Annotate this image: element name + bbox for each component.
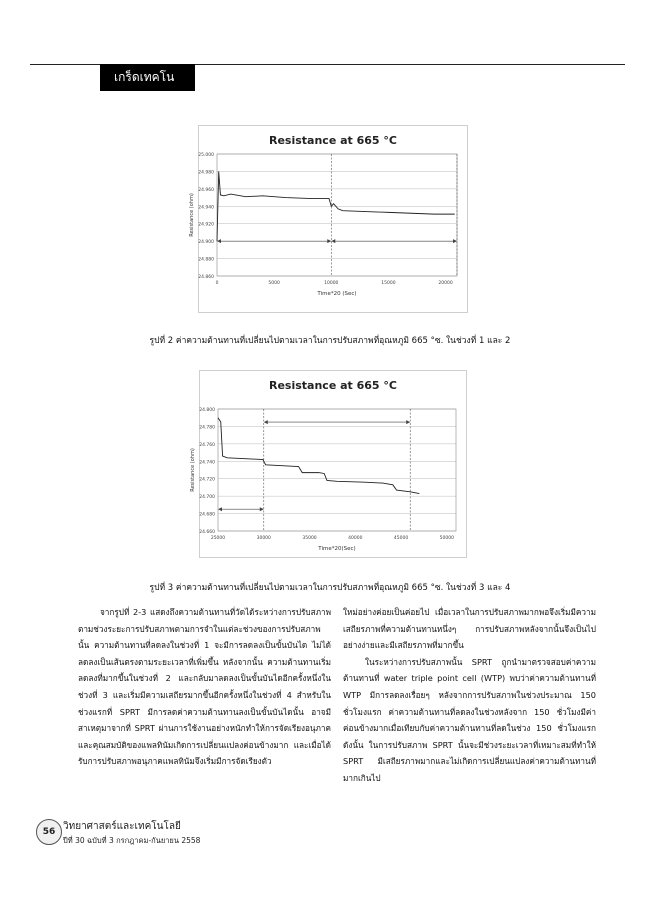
x-axis-label: Time*20(Sec): [318, 546, 356, 552]
y-tick-label: 24.740: [199, 460, 215, 466]
x-tick-label: 25000: [210, 536, 226, 541]
figure-2-chart: [189, 125, 468, 313]
y-tick-label: 24.660: [199, 530, 215, 535]
x-tick-label: 45000: [393, 536, 409, 541]
y-tick-label: 24.780: [199, 425, 215, 431]
section-tab: เกร็ดเทคโน: [100, 64, 195, 91]
series-line: [218, 418, 419, 494]
y-axis-label: Resistance (ohm): [189, 193, 195, 237]
x-tick-label: 35000: [302, 536, 317, 541]
figure-2-caption: รูปที่ 2 ค่าความต้านทานที่เปลี่ยนไปตามเวลาในการปรับสภาพที่อุณหภูมิ 665 °ซ. ในช่วงที่ 1 และ 2: [149, 336, 511, 346]
body-right-column: [343, 604, 596, 787]
arrow-head: [218, 507, 222, 511]
page-number: 56: [36, 819, 62, 845]
journal-issue: ปีที่ 30 ฉบับที่ 3 กรกฎาคม-กันยายน 2558: [63, 836, 201, 845]
y-tick-label: 24.720: [199, 477, 215, 483]
y-tick-label: 24.700: [199, 495, 215, 501]
paragraph: จากรูปที่ 2-3 แสดงถึงความต้านทานที่วัดได้ระหว่างการปรับสภาพตามช่วงระยะการปรับสภาพตามการจำในแต่ละช่วงของการปรับสภาพนั้น ความต้านทานที่ลดลงในช่วงที่ 1 จะมีการลดลงเป็นขั้นบันได ไม่ได้ลดลงเป็นเส้นตรงตามระยะเวลาที่เพิ่มขึ้น หลังจากนั้น ความต้านทานเริ่มลดลงที่มากขึ้นในช่วงที่ 2 และกลับมาลดลงเป็นขั้นบันไดอีกครั้งหนึ่งในช่วงที่ 3 และเริ่มมีความเสถียรมากขึ้นอีกครั้งหนึ่งในช่วงที่ 4 สำหรับในช่วงแรกที่ SPRT มีการลดค่าความต้านทานลงเป็นขั้นบันไดนั้น อาจมีสาเหตุมาจากที่ SPRT ผ่านการใช้งานอย่างหนักทำให้การจัดเรียงอนุภาคและคุณสมบัติของแพลทินัมเกิดการเปลี่ยนแปลงค่อนข้างมาก และเมื่อได้รับการปรับสภาพอนุภาคแพลทินัมจึงเริ่มมีการจัดเรียงตัว: [78, 607, 331, 767]
y-tick-label: 24.880: [198, 257, 214, 263]
y-tick-label: 24.960: [198, 187, 214, 193]
y-tick-label: 25.000: [198, 153, 214, 158]
y-tick-label: 24.760: [199, 442, 215, 448]
y-tick-label: 24.920: [198, 222, 214, 228]
journal-title: วิทยาศาสตร์และเทคโนโลยี: [63, 821, 181, 832]
chart-title: Resistance at 665 °C: [269, 134, 397, 147]
arrow-head: [264, 420, 268, 424]
arrow-head: [217, 239, 221, 243]
y-tick-label: 24.860: [198, 275, 214, 280]
arrow-head: [260, 507, 264, 511]
y-tick-label: 24.680: [199, 512, 215, 518]
figure-3-chart: [190, 370, 467, 558]
x-tick-label: 5000: [268, 281, 280, 286]
y-tick-label: 24.940: [198, 205, 214, 211]
arrow-head: [406, 420, 410, 424]
arrow-head: [327, 239, 331, 243]
x-tick-label: 0: [215, 281, 219, 286]
x-tick-label: 15000: [381, 281, 396, 286]
y-tick-label: 24.980: [198, 170, 214, 176]
x-tick-label: 10000: [324, 281, 339, 286]
y-axis-label: Resistance (ohm): [190, 448, 196, 492]
arrow-head: [331, 239, 335, 243]
figure-3-caption: รูปที่ 3 ค่าความต้านทานที่เปลี่ยนไปตามเวลาในการปรับสภาพที่อุณหภูมิ 665 °ซ. ในช่วงที่ 3 และ 4: [149, 583, 511, 593]
paragraph: ใหม่อย่างค่อยเป็นค่อยไป เมื่อเวลาในการปรับสภาพมากพอจึงเริ่มมีความเสถียรภาพที่ความต้านทานหนึ่งๆ การปรับสภาพหลังจากนั้นจึงเป็นไปอย่างง่ายและมีเสถียรภาพที่มากขึ้น: [343, 607, 596, 651]
x-axis-label: Time*20 (Sec): [317, 291, 357, 297]
body-left-column: [78, 604, 331, 770]
x-tick-label: 50000: [439, 536, 455, 541]
y-tick-label: 24.800: [199, 408, 215, 413]
x-tick-label: 40000: [348, 536, 363, 541]
plot-frame: [218, 409, 456, 531]
chart-plot: [189, 126, 467, 312]
y-tick-label: 24.900: [198, 240, 214, 246]
x-tick-label: 20000: [438, 281, 453, 286]
plot-frame: [217, 154, 457, 276]
x-tick-label: 30000: [256, 536, 271, 541]
paragraph: ในระหว่างการปรับสภาพนั้น SPRT ถูกนำมาตรวจสอบค่าความต้านทานที่ water triple point cell (WTP) พบว่าค่าความต้านทานที่ WTP มีการลดลงเรื่อยๆ หลังจากการปรับสภาพในช่วงประมาณ 150 ชั่วโมงแรก ค่าความต้านทานที่ลดลงในช่วงหลังจาก 150 ชั่วโมงมีค่าค่อนข้างมากเมื่อเทียบกับค่าความต้านทานที่ลดในช่วง 150 ชั่วโมงแรก ดังนั้น ในการปรับสภาพ SPRT นั้นจะมีช่วงระยะเวลาที่เหมาะสมที่ทำให้ SPRT มีเสถียรภาพมากและไม่เกิดการเปลี่ยนแปลงค่าความต้านทานที่มากเกินไป: [343, 656, 596, 783]
arrow-head: [453, 239, 457, 243]
chart-plot: [190, 371, 466, 557]
chart-title: Resistance at 665 °C: [269, 379, 397, 392]
